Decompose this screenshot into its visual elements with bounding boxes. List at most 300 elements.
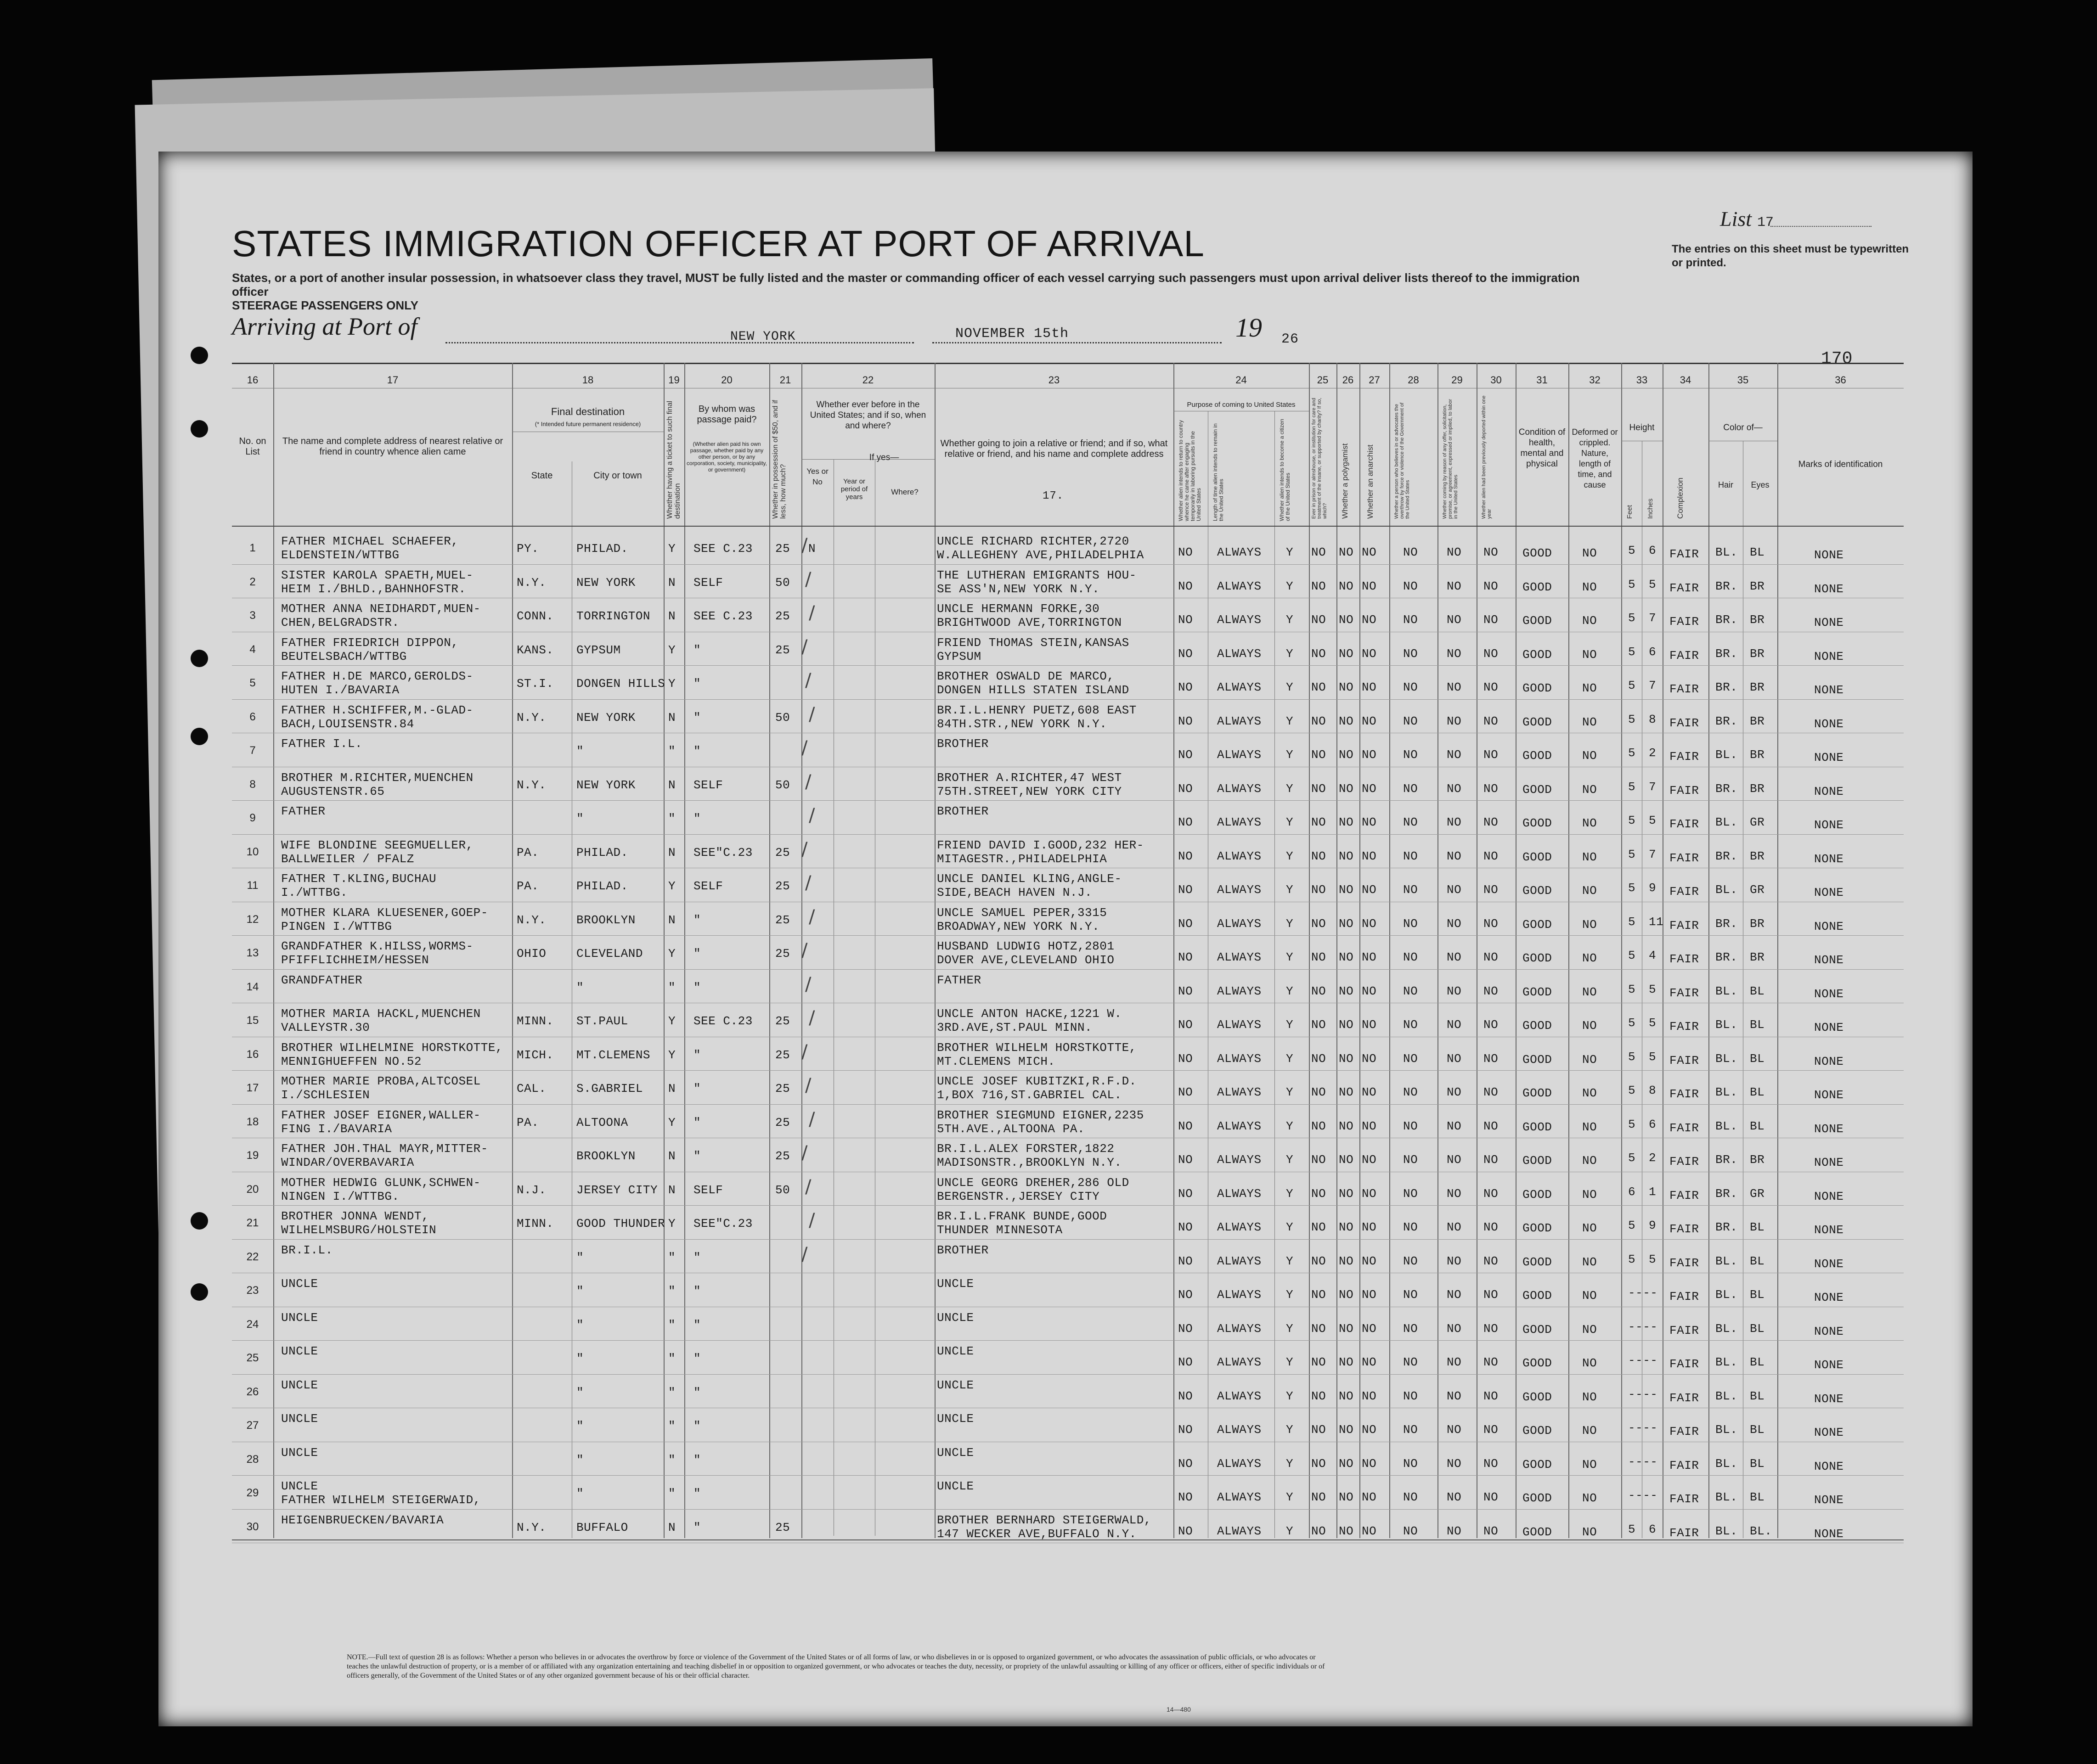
cell-health: GOOD — [1522, 681, 1552, 695]
header-city: City or town — [593, 471, 642, 481]
check-mark-icon: / — [801, 838, 808, 860]
row-number: 7 — [249, 744, 256, 757]
row-number: 22 — [246, 1250, 259, 1263]
cell-relative-line1: UNCLE — [281, 1412, 318, 1426]
cell-marks: NONE — [1814, 548, 1844, 562]
cell-prison: NO — [1311, 680, 1326, 694]
column-rule — [664, 363, 665, 1538]
binder-hole — [191, 420, 208, 438]
cell-deported: NO — [1483, 1389, 1499, 1403]
cell-deported: NO — [1483, 545, 1499, 559]
header-final-destination-note: (* Intended future permanent residence) — [535, 421, 641, 427]
cell-dest-state: N.Y. — [517, 913, 547, 927]
row-number: 6 — [249, 710, 256, 723]
cell-citizen-intent: Y — [1286, 1490, 1294, 1504]
cell-deported: NO — [1483, 781, 1499, 796]
cell-joining-line1: UNCLE SAMUEL PEPER,3315 — [937, 905, 1107, 920]
cell-marks: NONE — [1814, 818, 1844, 832]
cell-passage-paid: " — [693, 1352, 701, 1365]
cell-overthrow: NO — [1403, 1153, 1418, 1167]
cell-passage-paid: SEE C.23 — [693, 609, 753, 623]
cell-dest-city: " — [576, 1318, 584, 1332]
cell-polygamist: NO — [1339, 1220, 1354, 1234]
header-deported: Whether alien had been previously deported within one year — [1481, 395, 1492, 519]
cell-deformed: NO — [1582, 1457, 1597, 1472]
cell-height-inches: 5 — [1649, 982, 1657, 996]
cell-citizen-intent: Y — [1286, 613, 1294, 627]
cell-money: 50 — [775, 575, 790, 590]
cell-dest-city: NEW YORK — [576, 710, 636, 725]
cell-passage-paid: SELF — [693, 879, 723, 893]
cell-height-inches: 9 — [1649, 881, 1657, 895]
cell-anarchist: NO — [1362, 1456, 1377, 1471]
cell-joining-line2: BROADWAY,NEW YORK N.Y. — [937, 919, 1100, 933]
cell-ticket: N — [668, 1082, 676, 1095]
cell-money: 25 — [775, 913, 790, 927]
cell-polygamist: NO — [1339, 1321, 1354, 1336]
row-rule — [232, 969, 1904, 970]
cell-return-intent: NO — [1178, 1355, 1193, 1369]
cell-overthrow: NO — [1403, 1119, 1418, 1133]
cell-polygamist: NO — [1339, 714, 1354, 728]
cell-joining-line2: GYPSUM — [937, 649, 981, 663]
header-joining-relative: Whether going to join a relative or friend; and if so, what relative or friend, and his name and complete address — [940, 438, 1168, 459]
cell-polygamist: NO — [1339, 1389, 1354, 1403]
cell-deported: NO — [1483, 1220, 1499, 1234]
cell-health: GOOD — [1522, 917, 1552, 932]
cell-dest-state: N.Y. — [517, 710, 547, 725]
cell-polygamist: NO — [1339, 1524, 1354, 1538]
cell-relative-line2: BEUTELSBACH/WTTBG — [281, 649, 407, 663]
cell-joining-line1: UNCLE HERMANN FORKE,30 — [937, 602, 1100, 616]
header-joining-number: 17. — [1043, 490, 1064, 502]
footnote: NOTE.—Full text of question 28 is as follows: Whether a person who believes in or advocates the overthrow by force or violence of the Government of the United States or of all forms of law, or who disbelieves in or is opposed to organized government, or who advocates the assassination of public officials, or who advocates or teaches the unlawful destruction of property, or is a member of or affiliated with any organization entertaining and teaching disbelief in or opposition to organized government, or who advocates or teaches the duty, necessity, or propriety of the unlawful assaulting or killing of any officer or officers, either of specific individuals or of officers generally, of the Government of the United States or of any other organized government because of his or their official character. — [347, 1653, 1325, 1680]
cell-deported: NO — [1483, 1321, 1499, 1336]
row-rule — [232, 800, 1904, 801]
cell-deformed: NO — [1582, 1086, 1597, 1100]
cell-dest-state: PA. — [517, 845, 539, 860]
column-number: 31 — [1536, 374, 1548, 386]
cell-labor-offer: NO — [1447, 916, 1462, 931]
cell-polygamist: NO — [1339, 545, 1354, 559]
cell-return-intent: NO — [1178, 613, 1193, 627]
cell-height-feet: ---- — [1628, 1455, 1658, 1469]
header-eyes: Eyes — [1751, 480, 1770, 489]
cell-deported: NO — [1483, 1490, 1499, 1504]
cell-prison: NO — [1311, 883, 1326, 897]
cell-deformed: NO — [1582, 647, 1597, 662]
cell-deported: NO — [1483, 1355, 1499, 1369]
cell-ticket: N — [668, 1520, 676, 1534]
cell-citizen-intent: Y — [1286, 1186, 1294, 1201]
cell-height-inches: 6 — [1649, 544, 1657, 557]
cell-height-inches: 5 — [1649, 1252, 1657, 1266]
row-number: 14 — [246, 980, 259, 993]
cell-joining-line1: BROTHER WILHELM HORSTKOTTE, — [937, 1040, 1137, 1055]
cell-ticket: " — [668, 1250, 676, 1264]
cell-height-feet: 5 — [1628, 1117, 1636, 1131]
cell-anarchist: NO — [1362, 1085, 1377, 1099]
cell-ticket: N — [668, 778, 676, 792]
cell-hair-color: BR. — [1715, 1153, 1738, 1167]
cell-overthrow: NO — [1403, 646, 1418, 661]
cell-joining-line1: BROTHER BERNHARD STEIGERWALD, — [937, 1513, 1151, 1527]
cell-overthrow: NO — [1403, 1456, 1418, 1471]
cell-health: GOOD — [1522, 1491, 1552, 1505]
cell-dest-state: KANS. — [517, 643, 554, 657]
cell-passage-paid: " — [693, 1520, 701, 1534]
cell-joining-line1: FATHER — [937, 973, 981, 987]
cell-passage-paid: " — [693, 643, 701, 657]
cell-ticket: " — [668, 744, 676, 758]
cell-height-inches: 6 — [1649, 1522, 1657, 1536]
cell-dest-state: CAL. — [517, 1082, 547, 1095]
cell-joining-line2: MT.CLEMENS MICH. — [937, 1054, 1055, 1068]
cell-return-intent: NO — [1178, 1423, 1193, 1437]
cell-citizen-intent: Y — [1286, 1018, 1294, 1032]
cell-eye-color: BL — [1750, 1051, 1765, 1066]
cell-deformed: NO — [1582, 1154, 1597, 1168]
cell-labor-offer: NO — [1447, 680, 1462, 694]
cell-dest-city: " — [576, 1487, 584, 1500]
cell-relative-line1: FATHER I.L. — [281, 737, 363, 751]
check-mark-icon: / — [801, 1041, 808, 1062]
cell-passage-paid: " — [693, 1385, 701, 1399]
cell-anarchist: NO — [1362, 1018, 1377, 1032]
cell-anarchist: NO — [1362, 613, 1377, 627]
cell-length-of-stay: ALWAYS — [1217, 1186, 1262, 1201]
row-rule — [232, 1239, 1904, 1240]
cell-return-intent: NO — [1178, 748, 1193, 762]
check-mark-icon: / — [809, 1210, 815, 1231]
cell-money: 25 — [775, 643, 790, 657]
cell-passage-paid: SEE"C.23 — [693, 1217, 753, 1230]
cell-citizen-intent: Y — [1286, 1153, 1294, 1167]
header-complexion: Complexion — [1676, 478, 1685, 519]
row-number: 10 — [246, 845, 259, 858]
cell-length-of-stay: ALWAYS — [1217, 1288, 1262, 1302]
cell-health: GOOD — [1522, 1154, 1552, 1168]
check-mark-icon: / — [805, 568, 812, 590]
check-mark-icon: / — [805, 1075, 812, 1096]
cell-polygamist: NO — [1339, 1490, 1354, 1504]
cell-hair-color: BL. — [1715, 1085, 1738, 1099]
cell-health: GOOD — [1522, 1322, 1552, 1337]
cell-height-feet: 5 — [1628, 1151, 1636, 1165]
cell-prison: NO — [1311, 579, 1326, 593]
year-prefix: 19 — [1235, 313, 1262, 343]
cell-joining-line2: SE ASS'N,NEW YORK N.Y. — [937, 582, 1100, 596]
cell-labor-offer: NO — [1447, 815, 1462, 829]
cell-dest-city: ALTOONA — [576, 1115, 628, 1129]
instructions: The entries on this sheet must be typewritten or printed. — [1672, 243, 1909, 269]
cell-length-of-stay: ALWAYS — [1217, 1321, 1262, 1336]
cell-overthrow: NO — [1403, 1490, 1418, 1504]
column-rule — [1389, 363, 1390, 1538]
cell-length-of-stay: ALWAYS — [1217, 1355, 1262, 1369]
cell-dest-city: TORRINGTON — [576, 609, 651, 623]
cell-height-feet: 5 — [1628, 712, 1636, 726]
cell-marks: NONE — [1814, 886, 1844, 899]
cell-anarchist: NO — [1362, 1051, 1377, 1066]
cell-complexion: FAIR — [1669, 783, 1699, 798]
cell-prison: NO — [1311, 714, 1326, 728]
cell-height-feet: ---- — [1628, 1421, 1658, 1435]
cell-height-feet: ---- — [1628, 1320, 1658, 1334]
header-return-intent: Whether alien intends to return to country whence he came after engaging temporarily in laboring pursuits in the United States — [1178, 420, 1202, 521]
cell-complexion: FAIR — [1669, 952, 1699, 966]
cell-prison: NO — [1311, 1423, 1326, 1437]
header-passage-paid-note: (Whether alien paid his own passage, whether paid by any other person, or by any corporation, society, municipality, or government) — [687, 441, 767, 473]
cell-joining-line2: 84TH.STR.,NEW YORK N.Y. — [937, 717, 1107, 731]
cell-ticket: N — [668, 710, 676, 725]
cell-dest-state: N.J. — [517, 1183, 547, 1197]
cell-joining-line2: DOVER AVE,CLEVELAND OHIO — [937, 953, 1115, 967]
header-purpose: Purpose of coming to United States — [1187, 401, 1296, 409]
cell-return-intent: NO — [1178, 1051, 1193, 1066]
cell-labor-offer: NO — [1447, 1355, 1462, 1369]
cell-polygamist: NO — [1339, 1456, 1354, 1471]
row-rule — [232, 1475, 1904, 1476]
cell-length-of-stay: ALWAYS — [1217, 1423, 1262, 1437]
cell-deported: NO — [1483, 613, 1499, 627]
cell-anarchist: NO — [1362, 714, 1377, 728]
cell-complexion: FAIR — [1669, 1458, 1699, 1472]
cell-complexion: FAIR — [1669, 581, 1699, 595]
cell-prison: NO — [1311, 1321, 1326, 1336]
cell-marks: NONE — [1814, 1122, 1844, 1136]
column-rule — [512, 363, 513, 1538]
cell-overthrow: NO — [1403, 1355, 1418, 1369]
column-number: 18 — [582, 374, 594, 386]
cell-relative-line1: UNCLE — [281, 1310, 318, 1325]
cell-eye-color: BL — [1750, 545, 1765, 559]
cell-deported: NO — [1483, 849, 1499, 863]
cell-ticket: N — [668, 913, 676, 927]
cell-length-of-stay: ALWAYS — [1217, 1220, 1262, 1234]
cell-money: 50 — [775, 1183, 790, 1197]
cell-citizen-intent: Y — [1286, 579, 1294, 593]
cell-height-feet: 5 — [1628, 1522, 1636, 1536]
cell-height-inches: 5 — [1649, 814, 1657, 827]
column-rule — [1309, 363, 1310, 1538]
cell-prison: NO — [1311, 849, 1326, 863]
cell-marks: NONE — [1814, 616, 1844, 629]
column-rule — [1708, 363, 1709, 1538]
cell-prison: NO — [1311, 1220, 1326, 1234]
row-rule — [232, 665, 1904, 666]
cell-prison: NO — [1311, 1389, 1326, 1403]
cell-hair-color: BL. — [1715, 1355, 1738, 1369]
cell-passage-paid: " — [693, 1082, 701, 1095]
cell-overthrow: NO — [1403, 613, 1418, 627]
cell-deported: NO — [1483, 748, 1499, 762]
cell-citizen-intent: Y — [1286, 849, 1294, 863]
cell-anarchist: NO — [1362, 1288, 1377, 1302]
list-number: List 17 — [1720, 207, 1774, 230]
cell-joining-line2: 75TH.STREET,NEW YORK CITY — [937, 784, 1122, 798]
cell-joining-line2: MITAGESTR.,PHILADELPHIA — [937, 852, 1107, 866]
cell-ticket: " — [668, 1318, 676, 1332]
cell-height-feet: 5 — [1628, 544, 1636, 557]
cell-complexion: FAIR — [1669, 1256, 1699, 1270]
cell-prison: NO — [1311, 1018, 1326, 1032]
cell-passage-paid: " — [693, 1250, 701, 1264]
cell-complexion: FAIR — [1669, 1020, 1699, 1034]
header-inches: Inches — [1646, 498, 1654, 519]
cell-citizen-intent: Y — [1286, 1254, 1294, 1268]
cell-length-of-stay: ALWAYS — [1217, 781, 1262, 796]
cell-labor-offer: NO — [1447, 1186, 1462, 1201]
cell-health: GOOD — [1522, 1356, 1552, 1370]
cell-length-of-stay: ALWAYS — [1217, 950, 1262, 964]
cell-labor-offer: NO — [1447, 781, 1462, 796]
cell-passage-paid: " — [693, 947, 701, 961]
cell-anarchist: NO — [1362, 984, 1377, 998]
cell-citizen-intent: Y — [1286, 1220, 1294, 1234]
cell-dest-city: " — [576, 1284, 584, 1298]
cell-prison: NO — [1311, 950, 1326, 964]
cell-overthrow: NO — [1403, 1254, 1418, 1268]
cell-anarchist: NO — [1362, 815, 1377, 829]
cell-eye-color: BR — [1750, 781, 1765, 796]
row-number: 19 — [246, 1149, 259, 1162]
cell-deformed: NO — [1582, 816, 1597, 830]
cell-length-of-stay: ALWAYS — [1217, 714, 1262, 728]
cell-overthrow: NO — [1403, 579, 1418, 593]
cell-anarchist: NO — [1362, 1355, 1377, 1369]
cell-joining-line1: BR.I.L.FRANK BUNDE,GOOD — [937, 1209, 1107, 1223]
cell-deported: NO — [1483, 579, 1499, 593]
cell-deformed: NO — [1582, 917, 1597, 932]
cell-return-intent: NO — [1178, 1288, 1193, 1302]
cell-labor-offer: NO — [1447, 1220, 1462, 1234]
cell-dest-city: " — [576, 1352, 584, 1365]
page-number: 170 — [1821, 349, 1853, 369]
cell-anarchist: NO — [1362, 781, 1377, 796]
cell-health: GOOD — [1522, 985, 1552, 999]
header-before-in-us: Whether ever before in the United States; and if so, when and where? — [810, 400, 926, 431]
cell-marks: NONE — [1814, 919, 1844, 933]
cell-joining-line1: HUSBAND LUDWIG HOTZ,2801 — [937, 939, 1115, 953]
date-value: NOVEMBER 15th — [955, 326, 1069, 342]
cell-labor-offer: NO — [1447, 646, 1462, 661]
cell-return-intent: NO — [1178, 1018, 1193, 1032]
cell-prison: NO — [1311, 984, 1326, 998]
cell-polygamist: NO — [1339, 950, 1354, 964]
row-number: 17 — [246, 1082, 259, 1094]
cell-dest-city: " — [576, 1250, 584, 1264]
cell-passage-paid: " — [693, 980, 701, 994]
cell-eye-color: BL — [1750, 1288, 1765, 1302]
cell-passage-paid: " — [693, 1115, 701, 1129]
cell-hair-color: BL. — [1715, 1018, 1738, 1032]
cell-height-feet: 5 — [1628, 982, 1636, 996]
cell-relative-line1: FATHER — [281, 804, 326, 818]
column-rule — [273, 363, 274, 1538]
cell-hair-color: BR. — [1715, 646, 1738, 661]
header-if-yes: If yes— — [869, 453, 899, 462]
cell-dest-city: " — [576, 980, 584, 994]
cell-deported: NO — [1483, 883, 1499, 897]
row-number: 23 — [246, 1284, 259, 1297]
cell-passage-paid: " — [693, 1487, 701, 1500]
cell-health: GOOD — [1522, 1019, 1552, 1033]
cell-complexion: FAIR — [1669, 1323, 1699, 1337]
cell-relative-line1: MOTHER MARIA HACKL,MUENCHEN — [281, 1007, 481, 1021]
cell-complexion: FAIR — [1669, 1391, 1699, 1405]
cell-complexion: FAIR — [1669, 750, 1699, 764]
cell-marks: NONE — [1814, 1527, 1844, 1541]
cell-joining-line1: FRIEND THOMAS STEIN,KANSAS — [937, 635, 1129, 650]
cell-citizen-intent: Y — [1286, 748, 1294, 762]
cell-passage-paid: SELF — [693, 575, 723, 590]
header-labor-offer: Whether coming by reason of any offer, solicitation, promise, or agreement, expressed or implied, to labor in the United States — [1442, 399, 1459, 519]
cell-height-inches: 5 — [1649, 577, 1657, 591]
header-hair: Hair — [1718, 480, 1733, 489]
cell-hair-color: BL. — [1715, 1524, 1738, 1538]
cell-dest-state: PY. — [517, 542, 539, 556]
cell-relative-line1: SISTER KAROLA SPAETH,MUEL- — [281, 568, 474, 582]
cell-dest-state: CONN. — [517, 609, 554, 623]
cell-joining-line1: UNCLE ANTON HACKE,1221 W. — [937, 1007, 1122, 1021]
cell-deformed: NO — [1582, 1424, 1597, 1438]
cell-health: GOOD — [1522, 884, 1552, 898]
cell-passage-paid: " — [693, 1453, 701, 1467]
cell-citizen-intent: Y — [1286, 1524, 1294, 1538]
cell-height-inches: 7 — [1649, 780, 1657, 794]
cell-passage-paid: " — [693, 1318, 701, 1332]
cell-dest-state: N.Y. — [517, 778, 547, 792]
cell-marks: NONE — [1814, 1156, 1844, 1169]
header-relative-address: The name and complete address of nearest relative or friend in country whence alien came — [282, 436, 503, 457]
cell-prison: NO — [1311, 1153, 1326, 1167]
cell-hair-color: BR. — [1715, 714, 1738, 728]
cell-relative-line1: BROTHER M.RICHTER,MUENCHEN — [281, 770, 474, 785]
list-number-line — [1770, 226, 1872, 227]
cell-dest-city: " — [576, 1453, 584, 1467]
cell-joining-line1: UNCLE — [937, 1479, 974, 1493]
cell-relative-line1: MOTHER MARIE PROBA,ALTCOSEL — [281, 1074, 481, 1088]
cell-dest-city: " — [576, 1419, 584, 1433]
cell-return-intent: NO — [1178, 849, 1193, 863]
cell-joining-line1: FRIEND DAVID I.GOOD,232 HER- — [937, 838, 1144, 852]
cell-marks: NONE — [1814, 717, 1844, 731]
cell-labor-offer: NO — [1447, 545, 1462, 559]
row-number: 4 — [249, 643, 256, 656]
cell-complexion: FAIR — [1669, 1290, 1699, 1303]
cell-hair-color: BR. — [1715, 613, 1738, 627]
cell-dest-state: N.Y. — [517, 575, 547, 590]
row-number: 3 — [249, 609, 256, 622]
cell-hair-color: BL. — [1715, 1254, 1738, 1268]
cell-eye-color: BL — [1750, 1085, 1765, 1099]
cell-money: 25 — [775, 845, 790, 860]
check-mark-icon: / — [801, 940, 808, 961]
cell-deformed: NO — [1582, 1289, 1597, 1303]
cell-prison: NO — [1311, 1524, 1326, 1538]
column-number: 34 — [1680, 374, 1691, 386]
cell-anarchist: NO — [1362, 883, 1377, 897]
cell-complexion: FAIR — [1669, 648, 1699, 663]
cell-relative-line1: UNCLE — [281, 1479, 318, 1493]
check-mark-icon: / — [801, 1243, 808, 1265]
cell-marks: NONE — [1814, 987, 1844, 1001]
cell-relative-line2: WILHELMSBURG/HOLSTEIN — [281, 1223, 437, 1237]
cell-return-intent: NO — [1178, 1524, 1193, 1538]
cell-citizen-intent: Y — [1286, 1456, 1294, 1471]
cell-ticket: Y — [668, 1014, 676, 1028]
